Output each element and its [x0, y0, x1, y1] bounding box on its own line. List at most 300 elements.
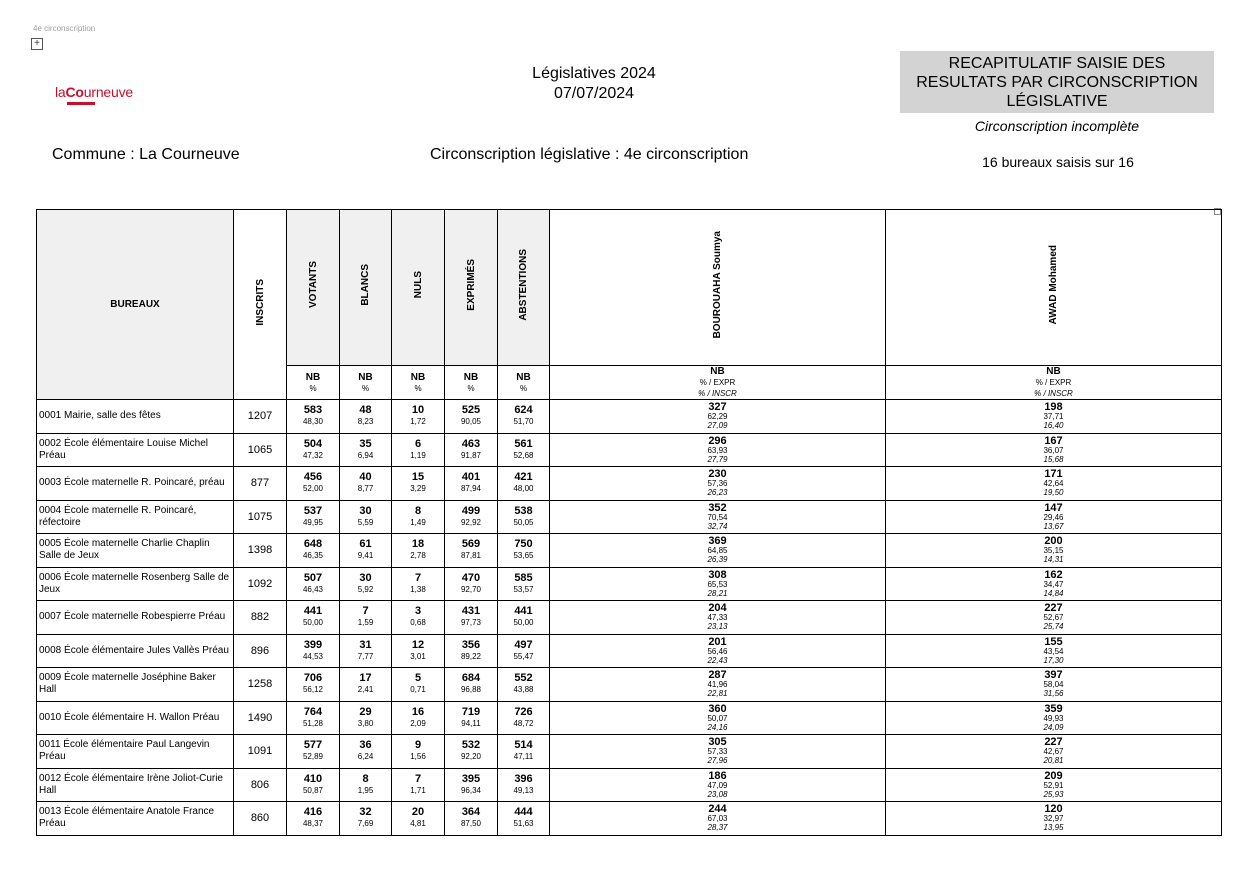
subheader-abstentions: [498, 366, 550, 400]
blancs-nb: 36: [359, 739, 372, 752]
logo-la: la: [55, 84, 66, 100]
candidate-2-nb: 200: [1044, 535, 1063, 548]
table-row: [37, 400, 1222, 434]
votants-pct: 52,00: [302, 484, 324, 494]
nuls-pct: 0,71: [410, 685, 426, 695]
candidate-2-cell: [886, 768, 1222, 802]
votants-nb: 399: [303, 638, 323, 651]
candidate-1-pct-expr: 56,46: [707, 646, 728, 656]
blancs-nb: 40: [359, 471, 372, 484]
plus-box-icon[interactable]: +: [31, 38, 43, 50]
header-blancs-label: BLANCS: [360, 264, 371, 306]
nuls-pct: 2,09: [410, 718, 426, 728]
table-row: [37, 802, 1222, 836]
table-row: [37, 534, 1222, 568]
nuls-pct: 1,38: [410, 584, 426, 594]
abstentions-cell: [498, 634, 550, 668]
exprimes-nb: 431: [461, 605, 481, 618]
candidate-1-pct-inscr: 26,39: [707, 555, 728, 565]
candidate-2-nb: 359: [1044, 702, 1063, 715]
blancs-cell: [340, 701, 392, 735]
candidate-2-pct-expr: 42,67: [1043, 747, 1064, 757]
header-votants-label: VOTANTS: [307, 261, 319, 309]
breadcrumb: 4e circonscription: [33, 24, 96, 33]
table-body: [37, 400, 1222, 836]
subheader-blancs: [340, 366, 392, 400]
abstentions-nb: 497: [514, 638, 533, 651]
candidate-1-nb: 360: [708, 702, 727, 715]
candidate-1-pct-inscr: 22,43: [707, 655, 728, 665]
inscrits-value: 806: [234, 768, 287, 802]
exprimes-cell: [445, 400, 498, 434]
votants-pct: 48,37: [302, 819, 324, 829]
blancs-cell: [340, 668, 392, 702]
candidate-2-pct-inscr: 15,68: [1043, 454, 1064, 464]
nuls-pct: 1,49: [410, 517, 426, 527]
candidate-2-cell: [886, 467, 1222, 501]
exprimes-cell: [445, 467, 498, 501]
blancs-pct: 8,23: [357, 417, 374, 427]
candidate-1-nb: 369: [708, 535, 727, 548]
subheader-candidate-1: [550, 366, 886, 400]
logo-rest: urneuve: [83, 84, 133, 100]
votants-pct: 51,28: [302, 718, 324, 728]
candidate-1-cell: [550, 601, 886, 635]
nb-label: NB: [710, 366, 725, 377]
nuls-nb: 6: [414, 437, 422, 450]
candidate-1-cell: [550, 634, 886, 668]
exprimes-cell: [445, 567, 498, 601]
blancs-pct: 5,59: [357, 517, 374, 527]
nuls-pct: 3,01: [410, 651, 426, 661]
candidate-1-cell: [550, 467, 886, 501]
candidate-2-pct-inscr: 13,95: [1043, 823, 1064, 833]
exprimes-cell: [445, 534, 498, 568]
nuls-cell: [392, 802, 445, 836]
votants-pct: 47,32: [302, 450, 324, 460]
exprimes-pct: 87,50: [460, 819, 482, 829]
candidate-2-nb: 147: [1044, 501, 1063, 514]
inscrits-value: 1490: [234, 701, 287, 735]
candidate-1-pct-expr: 65,53: [707, 579, 728, 589]
abstentions-cell: [498, 433, 550, 467]
exprimes-cell: [445, 768, 498, 802]
logo-underline: [67, 102, 95, 105]
nuls-cell: [392, 701, 445, 735]
header-inscrits-label: INSCRITS: [254, 278, 266, 326]
exprimes-pct: 92,20: [460, 752, 482, 762]
candidate-1-nb: 186: [708, 769, 727, 782]
blancs-nb: 32: [359, 806, 372, 819]
exprimes-nb: 463: [461, 437, 481, 450]
header-candidate-1: [550, 210, 886, 366]
table-row: [37, 668, 1222, 702]
nuls-cell: [392, 634, 445, 668]
table-row: [37, 601, 1222, 635]
candidate-1-pct-expr: 67,03: [707, 814, 728, 824]
blancs-nb: 35: [359, 437, 372, 450]
exprimes-nb: 470: [461, 571, 481, 584]
blancs-pct: 6,24: [357, 752, 374, 762]
candidate-2-cell: [886, 500, 1222, 534]
candidate-2-nb: 120: [1044, 803, 1063, 816]
votants-nb: 507: [303, 571, 323, 584]
bureau-name: 0002 École élémentaire Louise Michel Préau: [37, 433, 234, 467]
candidate-2-pct-expr: 34,47: [1043, 579, 1064, 589]
table-row: [37, 735, 1222, 769]
blancs-pct: 6,94: [357, 450, 374, 460]
abstentions-pct: 48,72: [513, 718, 534, 728]
candidate-1-nb: 305: [708, 736, 727, 749]
candidate-2-cell: [886, 400, 1222, 434]
exprimes-pct: 96,88: [460, 685, 482, 695]
exprimes-nb: 525: [461, 404, 481, 417]
pct-label: %: [309, 383, 317, 393]
votants-pct: 46,43: [302, 584, 324, 594]
exprimes-nb: 401: [461, 471, 481, 484]
blancs-nb: 31: [359, 638, 372, 651]
candidate-2-nb: 198: [1044, 401, 1063, 414]
abstentions-nb: 444: [514, 806, 533, 819]
blancs-cell: [340, 534, 392, 568]
votants-cell: [287, 467, 340, 501]
candidate-2-pct-expr: 49,93: [1043, 713, 1064, 723]
pct-label: %: [519, 383, 528, 393]
candidate-1-nb: 308: [708, 568, 727, 581]
abstentions-nb: 750: [514, 538, 533, 551]
exprimes-nb: 364: [461, 806, 481, 819]
bureau-name: 0003 École maternelle R. Poincaré, préau: [37, 467, 234, 501]
inscrits-value: 1207: [234, 400, 287, 434]
candidate-2-pct-expr: 35,15: [1043, 546, 1064, 556]
abstentions-cell: [498, 668, 550, 702]
recap-line-2: RESULTATS PAR CIRCONSCRIPTION: [916, 74, 1198, 91]
blancs-cell: [340, 768, 392, 802]
title-election: Législatives 2024: [532, 65, 656, 82]
abstentions-cell: [498, 701, 550, 735]
abstentions-nb: 585: [514, 571, 533, 584]
votants-pct: 56,12: [302, 685, 324, 695]
candidate-2-cell: [886, 634, 1222, 668]
inscrits-value: 1092: [234, 567, 287, 601]
candidate-1-pct-expr: 50,07: [707, 713, 728, 723]
bureau-name: 0001 Mairie, salle des fêtes: [37, 400, 234, 434]
table-row: [37, 567, 1222, 601]
nuls-cell: [392, 735, 445, 769]
exprimes-cell: [445, 601, 498, 635]
abstentions-cell: [498, 601, 550, 635]
subheader-candidate-2: [886, 366, 1222, 400]
abstentions-pct: 47,11: [513, 752, 534, 762]
abstentions-pct: 43,88: [513, 685, 534, 695]
inscrits-value: 1075: [234, 500, 287, 534]
pct-label: %: [361, 383, 370, 393]
nuls-pct: 3,29: [410, 484, 426, 494]
votants-pct: 48,30: [302, 417, 324, 427]
pct-inscr-label: % / INSCR: [698, 389, 737, 398]
blancs-nb: 48: [359, 404, 372, 417]
candidate-1-pct-expr: 41,96: [707, 680, 728, 690]
header-votants: [287, 210, 340, 366]
candidate-2-pct-expr: 42,64: [1043, 479, 1064, 489]
candidate-2-nb: 155: [1044, 635, 1063, 648]
abstentions-pct: 53,65: [513, 551, 534, 561]
blancs-nb: 8: [362, 772, 369, 785]
nuls-nb: 5: [414, 672, 422, 685]
exprimes-cell: [445, 802, 498, 836]
table-row: [37, 768, 1222, 802]
abstentions-pct: 49,13: [513, 785, 534, 795]
blancs-nb: 17: [359, 672, 372, 685]
title-date: 07/07/2024: [553, 85, 635, 102]
inscrits-value: 1065: [234, 433, 287, 467]
exprimes-cell: [445, 701, 498, 735]
abstentions-cell: [498, 400, 550, 434]
header-abstentions-label: ABSTENTIONS: [518, 249, 529, 321]
inscrits-value: 882: [234, 601, 287, 635]
abstentions-cell: [498, 735, 550, 769]
pct-expr-label: % / EXPR: [699, 378, 736, 387]
blancs-cell: [340, 467, 392, 501]
candidate-2-nb: 397: [1044, 669, 1063, 682]
pct-label: %: [414, 383, 422, 393]
commune-label: Commune : La Courneuve: [52, 146, 240, 163]
votants-cell: [287, 601, 340, 635]
candidate-2-pct-inscr: 20,81: [1043, 756, 1064, 766]
logo: [55, 84, 133, 100]
abstentions-nb: 624: [514, 404, 533, 417]
exprimes-pct: 92,70: [460, 584, 482, 594]
votants-pct: 50,87: [302, 785, 324, 795]
candidate-2-pct-expr: 32,97: [1043, 814, 1064, 824]
candidate-1-pct-inscr: 26,23: [707, 488, 728, 498]
votants-nb: 583: [303, 404, 323, 417]
recap-line-3: LÉGISLATIVE: [1006, 93, 1108, 110]
exprimes-nb: 532: [461, 739, 481, 752]
candidate-2-pct-inscr: 24,09: [1043, 722, 1064, 732]
candidate-1-pct-expr: 63,93: [707, 445, 728, 455]
candidate-1-nb: 352: [708, 501, 727, 514]
nuls-cell: [392, 567, 445, 601]
header-nuls-label: NULS: [412, 271, 424, 299]
recap-box: [900, 51, 1214, 113]
header-candidate-2-label: AWAD Mohamed: [1048, 245, 1059, 325]
nb-label: NB: [410, 371, 426, 383]
table-row: [37, 634, 1222, 668]
candidate-1-cell: [550, 735, 886, 769]
candidate-2-pct-expr: 43,54: [1043, 646, 1064, 656]
candidate-1-pct-inscr: 28,21: [707, 588, 728, 598]
nuls-pct: 1,71: [410, 785, 426, 795]
candidate-1-pct-inscr: 27,79: [707, 454, 728, 464]
abstentions-cell: [498, 802, 550, 836]
votants-pct: 44,53: [302, 651, 324, 661]
votants-nb: 441: [303, 605, 323, 618]
votants-cell: [287, 534, 340, 568]
blancs-nb: 30: [359, 504, 372, 517]
candidate-2-cell: [886, 601, 1222, 635]
blancs-pct: 8,77: [357, 484, 374, 494]
nuls-cell: [392, 534, 445, 568]
abstentions-nb: 514: [514, 739, 533, 752]
candidate-1-cell: [550, 668, 886, 702]
subheader-exprimes: [445, 366, 498, 400]
nuls-nb: 20: [411, 806, 425, 819]
abstentions-pct: 52,68: [513, 450, 534, 460]
nuls-nb: 7: [414, 571, 422, 584]
candidate-1-pct-expr: 57,36: [707, 479, 728, 489]
exprimes-nb: 395: [461, 772, 481, 785]
candidate-1-pct-inscr: 23,13: [707, 622, 728, 632]
nb-label: NB: [305, 371, 321, 383]
nuls-cell: [392, 601, 445, 635]
nuls-cell: [392, 768, 445, 802]
votants-nb: 577: [303, 739, 323, 752]
blancs-cell: [340, 601, 392, 635]
abstentions-cell: [498, 768, 550, 802]
candidate-2-pct-inscr: 17,30: [1043, 655, 1064, 665]
candidate-2-nb: 227: [1044, 602, 1063, 615]
candidate-1-nb: 230: [708, 468, 727, 481]
logo-co: Co: [65, 84, 84, 100]
exprimes-pct: 89,22: [460, 651, 482, 661]
bureau-name: 0005 École maternelle Charlie Chaplin Salle de Jeux: [37, 534, 234, 568]
candidate-2-pct-inscr: 14,84: [1043, 588, 1064, 598]
table-row: [37, 433, 1222, 467]
candidate-2-cell: [886, 735, 1222, 769]
abstentions-nb: 726: [514, 705, 533, 718]
votants-nb: 537: [303, 504, 323, 517]
nuls-nb: 12: [411, 638, 425, 651]
nb-label: NB: [358, 371, 373, 383]
blancs-cell: [340, 433, 392, 467]
votants-cell: [287, 735, 340, 769]
candidate-1-pct-expr: 62,29: [707, 412, 728, 422]
header-candidate-2: [886, 210, 1222, 366]
votants-nb: 504: [303, 437, 323, 450]
blancs-nb: 30: [359, 571, 372, 584]
candidate-1-pct-inscr: 27,96: [707, 756, 728, 766]
exprimes-cell: [445, 634, 498, 668]
bureau-name: 0012 École élémentaire Irène Joliot-Curie Hall: [37, 768, 234, 802]
subheader-nuls: [392, 366, 445, 400]
table-row: [37, 467, 1222, 501]
nuls-cell: [392, 433, 445, 467]
abstentions-cell: [498, 500, 550, 534]
candidate-1-pct-expr: 47,33: [707, 613, 728, 623]
candidate-1-cell: [550, 802, 886, 836]
nuls-pct: 2,78: [410, 551, 426, 561]
candidate-1-pct-expr: 64,85: [707, 546, 728, 556]
blancs-nb: 29: [359, 705, 372, 718]
bureau-name: 0008 École élémentaire Jules Vallès Préau: [37, 634, 234, 668]
bureau-name: 0004 École maternelle R. Poincaré, réfectoire: [37, 500, 234, 534]
candidate-2-cell: [886, 433, 1222, 467]
exprimes-pct: 94,11: [461, 718, 481, 728]
votants-pct: 49,95: [302, 517, 324, 527]
candidate-2-nb: 162: [1044, 568, 1063, 581]
exprimes-nb: 684: [461, 672, 481, 685]
exprimes-cell: [445, 735, 498, 769]
abstentions-pct: 55,47: [513, 651, 534, 661]
subheader-votants: [287, 366, 340, 400]
votants-cell: [287, 668, 340, 702]
votants-nb: 648: [303, 538, 323, 551]
abstentions-pct: 50,00: [513, 618, 534, 628]
candidate-1-cell: [550, 534, 886, 568]
candidate-2-pct-inscr: 25,74: [1043, 622, 1064, 632]
bureau-name: 0007 École maternelle Robespierre Préau: [37, 601, 234, 635]
candidate-2-pct-expr: 52,67: [1043, 613, 1064, 623]
abstentions-cell: [498, 467, 550, 501]
candidate-2-cell: [886, 567, 1222, 601]
inscrits-value: 860: [234, 802, 287, 836]
nuls-pct: 4,81: [410, 819, 426, 829]
exprimes-pct: 97,73: [460, 618, 482, 628]
bureau-name: 0013 École élémentaire Anatole France Préau: [37, 802, 234, 836]
abstentions-nb: 538: [514, 504, 533, 517]
votants-nb: 706: [303, 672, 323, 685]
header-exprimes: [445, 210, 498, 366]
candidate-1-pct-expr: 70,54: [707, 512, 728, 522]
abstentions-pct: 48,00: [513, 484, 534, 494]
abstentions-pct: 53,57: [513, 584, 534, 594]
candidate-2-pct-inscr: 19,50: [1043, 488, 1064, 498]
pct-inscr-label: % / INSCR: [1034, 389, 1073, 398]
votants-nb: 456: [303, 471, 323, 484]
blancs-cell: [340, 500, 392, 534]
table-row: [37, 701, 1222, 735]
candidate-1-nb: 244: [708, 803, 727, 816]
blancs-cell: [340, 802, 392, 836]
blancs-pct: 7,77: [357, 651, 374, 661]
nb-label: NB: [1046, 366, 1061, 377]
candidate-2-pct-inscr: 25,93: [1043, 789, 1064, 799]
candidate-2-cell: [886, 701, 1222, 735]
exprimes-cell: [445, 668, 498, 702]
nuls-cell: [392, 500, 445, 534]
votants-cell: [287, 802, 340, 836]
nuls-nb: 18: [411, 538, 425, 551]
votants-nb: 416: [303, 806, 323, 819]
nuls-pct: 0,68: [410, 618, 426, 628]
candidate-2-nb: 209: [1044, 769, 1063, 782]
header-exprimes-label: EXPRIMÉS: [465, 259, 477, 311]
blancs-pct: 1,95: [357, 785, 374, 795]
inscrits-value: 1258: [234, 668, 287, 702]
pct-expr-label: % / EXPR: [1035, 378, 1072, 387]
circonscription-label: Circonscription législative : 4e circonscription: [430, 146, 749, 163]
candidate-1-cell: [550, 768, 886, 802]
candidate-1-pct-inscr: 23,08: [707, 789, 728, 799]
inscrits-value: 1398: [234, 534, 287, 568]
header-candidate-1-label: BOUROUAHA Soumya: [712, 231, 723, 339]
votants-cell: [287, 500, 340, 534]
exprimes-nb: 499: [461, 504, 481, 517]
blancs-pct: 5,92: [357, 584, 374, 594]
abstentions-pct: 50,05: [513, 517, 534, 527]
recap-line-1: RECAPITULATIF SAISIE DES: [948, 55, 1166, 72]
votants-cell: [287, 701, 340, 735]
exprimes-pct: 96,34: [460, 785, 482, 795]
candidate-2-nb: 227: [1044, 736, 1063, 749]
candidate-1-cell: [550, 433, 886, 467]
blancs-pct: 1,59: [357, 618, 374, 628]
votants-cell: [287, 433, 340, 467]
votants-cell: [287, 634, 340, 668]
votants-nb: 764: [303, 705, 323, 718]
candidate-1-nb: 327: [708, 401, 727, 414]
